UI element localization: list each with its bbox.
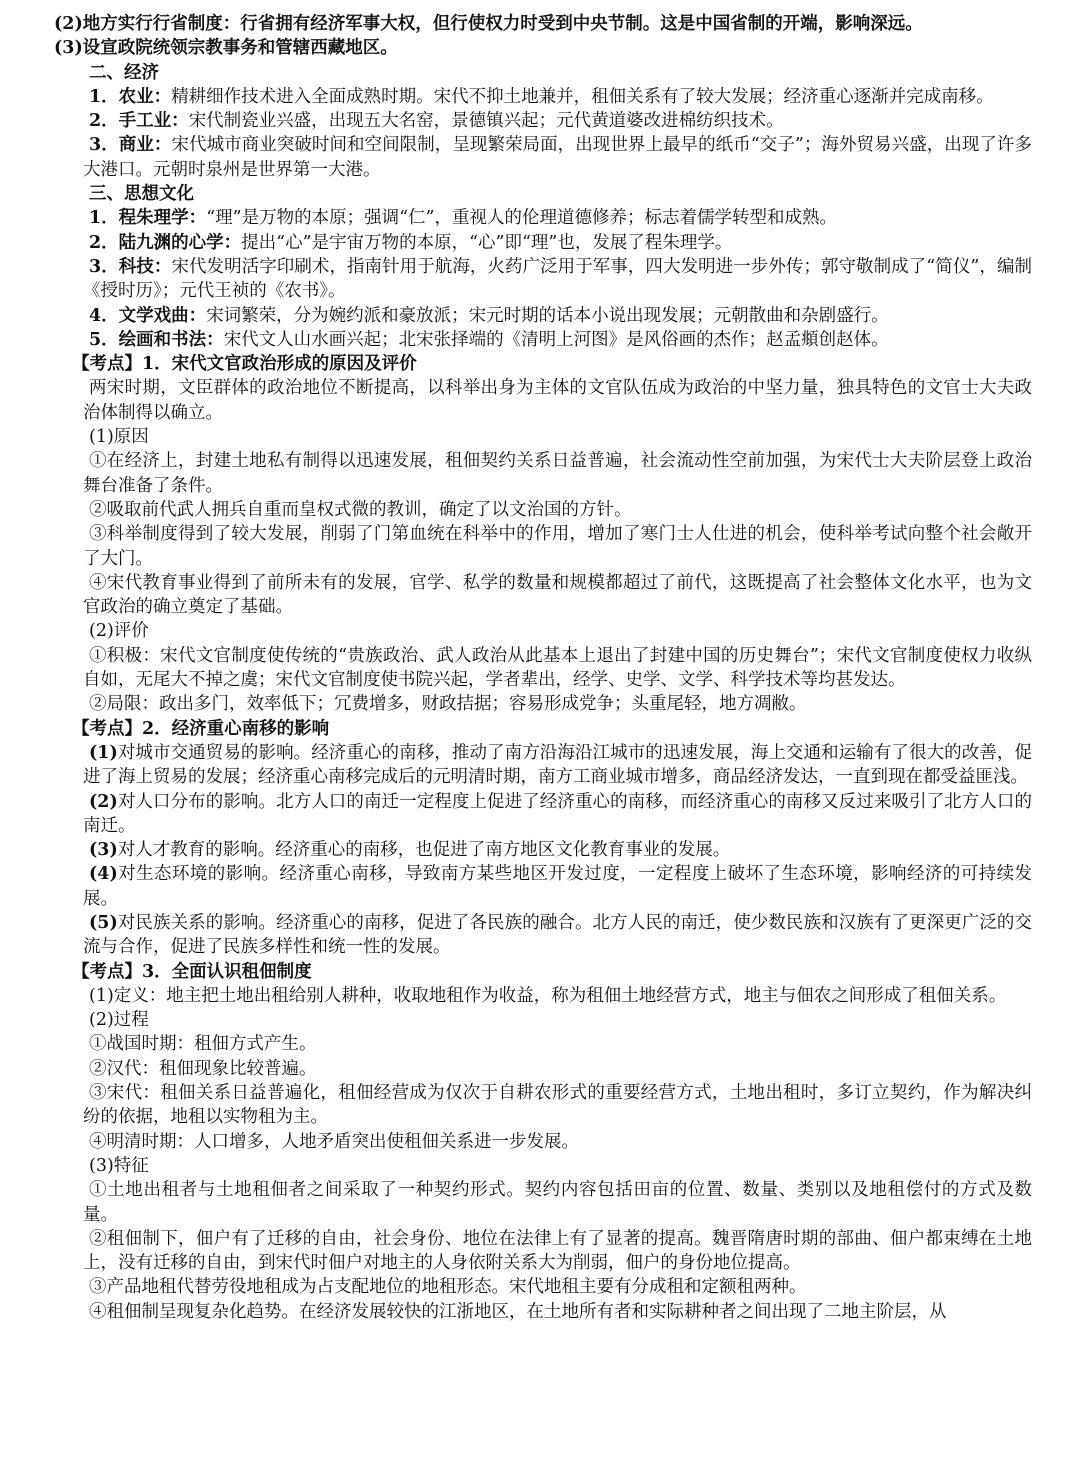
economy-item-2 bbox=[83, 109, 1032, 133]
kaodian-1-reason-3: ③科举制度得到了较大发展，削弱了门第血统在科举中的作用，增加了寒门士人仕进的机会，使科举考试向整个社会敞开了大门。 bbox=[83, 524, 1032, 569]
kaodian-2-item-4-text: 对生态环境的影响。经济重心南移，导致南方某些地区开发过度，一定程度上破坏了生态环境，影响经济的可持续发展。 bbox=[83, 864, 1032, 909]
kaodian-2-item-4 bbox=[83, 862, 1032, 911]
kaodian-1-reason-2: ②吸取前代武人拥兵自重而皇权式微的教训，确定了以文治国的方针。 bbox=[89, 499, 632, 520]
politics-point-3: (3)设宣政院统领宗教事务和管辖西藏地区。 bbox=[54, 38, 398, 59]
kaodian-3-feature-4: ④租佃制呈现复杂化趋势。在经济发展较快的江浙地区，在土地所有者和实际耕种者之间出现了二地主阶层，从 bbox=[89, 1301, 947, 1322]
culture-item-4 bbox=[83, 304, 1032, 328]
kaodian-1-eval-1: ①积极：宋代文官制度使传统的“贵族政治、武人政治从此基本上退出了封建中国的历史舞台”；宋代文官制度使权力收纵自如，无尾大不掉之虞；宋代文官制度使书院兴起，学者辈出，经学、史学、文学、科学技术等均甚发达。 bbox=[83, 645, 1032, 691]
kaodian-2-item-1-label: (1) bbox=[89, 742, 118, 763]
kaodian-1-reason-title: (1)原因 bbox=[89, 427, 149, 448]
culture-item-2 bbox=[83, 231, 1032, 255]
kaodian-2-item-1-text: 对城市交通贸易的影响。经济重心的南移，推动了南方沿海沿江城市的迅速发展，海上交通和运输有了很大的改善，促进了海上贸易的发展；经济重心南移完成后的元明清时期，南方工商业城市增多，商品经济发达，一直到现在都受益匪浅。 bbox=[83, 742, 1032, 788]
kaodian-3-heading: 【考点】3．全面认识租佃制度 bbox=[72, 961, 312, 982]
kaodian-3-process-2: ②汉代：租佃现象比较普遍。 bbox=[89, 1058, 317, 1079]
culture-item-3 bbox=[83, 255, 1032, 304]
kaodian-3-feature-1: ①土地出租者与土地租佃者之间采取了一种契约形式。契约内容包括田亩的位置、数量、类别以及地租偿付的方式及数量。 bbox=[83, 1180, 1032, 1225]
economy-item-3-label: 3．商业： bbox=[89, 135, 172, 156]
kaodian-3-process-1: ①战国时期：租佃方式产生。 bbox=[89, 1034, 317, 1055]
kaodian-2-item-3-label: (3) bbox=[89, 840, 118, 861]
economy-item-2-label: 2．手工业： bbox=[89, 111, 189, 132]
kaodian-2-item-5 bbox=[83, 911, 1032, 960]
kaodian-2-item-5-label: (5) bbox=[89, 912, 118, 933]
culture-item-5 bbox=[83, 328, 1032, 352]
economy-item-1 bbox=[83, 85, 1032, 109]
kaodian-1-eval-title: (2)评价 bbox=[89, 621, 149, 642]
culture-item-1 bbox=[83, 206, 1032, 230]
culture-item-2-text: 提出“心”是宇宙万物的本原，“心”即“理”也，发展了程朱理学。 bbox=[241, 232, 733, 253]
kaodian-1-intro: 两宋时期，文臣群体的政治地位不断提高，以科举出身为主体的文官队伍成为政治的中坚力量，独具特色的文官士大夫政治体制得以确立。 bbox=[83, 378, 1032, 423]
economy-item-2-text: 宋代制瓷业兴盛，出现五大名窑，景德镇兴起；元代黄道婆改进棉纺织技术。 bbox=[188, 111, 784, 132]
culture-heading: 三、思想文化 bbox=[89, 184, 194, 205]
culture-item-1-label: 1．程朱理学： bbox=[89, 208, 207, 229]
kaodian-2-item-1 bbox=[83, 741, 1032, 790]
economy-item-1-text: 精耕细作技术进入全面成熟时期。宋代不抑土地兼并，租佃关系有了较大发展；经济重心逐渐并完成南移。 bbox=[171, 86, 994, 107]
kaodian-2-heading: 【考点】2．经济重心南移的影响 bbox=[72, 718, 330, 739]
economy-heading: 二、经济 bbox=[89, 62, 159, 83]
kaodian-1-reason-4: ④宋代教育事业得到了前所未有的发展，官学、私学的数量和规模都超过了前代，这既提高了社会整体文化水平，也为文官政治的确立奠定了基础。 bbox=[83, 572, 1032, 618]
kaodian-3-feature-title: (3)特征 bbox=[89, 1155, 149, 1176]
culture-item-3-label: 3．科技： bbox=[89, 256, 172, 277]
culture-item-5-text: 宋代文人山水画兴起；北宋张择端的《清明上河图》是风俗画的杰作；赵孟頫创赵体。 bbox=[223, 329, 889, 350]
kaodian-1-reason-1: ①在经济上，封建土地私有制得以迅速发展，租佃契约关系日益普遍，社会流动性空前加强，为宋代士大夫阶层登上政治舞台准备了条件。 bbox=[83, 451, 1032, 496]
kaodian-2-item-5-text: 对民族关系的影响。经济重心的南移，促进了各民族的融合。北方人民的南迁，使少数民族和汉族有了更深更广泛的交流与合作，促进了民族多样性和统一性的发展。 bbox=[83, 912, 1032, 958]
kaodian-2-item-4-label: (4) bbox=[89, 864, 118, 885]
kaodian-3-process-3: ③宋代：租佃关系日益普遍化，租佃经营成为仅次于自耕农形式的重要经营方式，土地出租时，多订立契约，作为解决纠纷的依据，地租以实物租为主。 bbox=[83, 1083, 1032, 1128]
kaodian-2-item-2 bbox=[83, 790, 1032, 839]
kaodian-2-item-3-text: 对人才教育的影响。经济重心的南移，也促进了南方地区文化教育事业的发展。 bbox=[117, 840, 731, 861]
kaodian-3-process-4: ④明清时期：人口增多，人地矛盾突出使租佃关系进一步发展。 bbox=[89, 1131, 579, 1152]
culture-item-1-text: “理”是万物的本原；强调“仁”，重视人的伦理道德修养；标志着儒学转型和成熟。 bbox=[206, 208, 837, 229]
kaodian-2-item-3 bbox=[83, 838, 1032, 862]
kaodian-3-process-title: (2)过程 bbox=[89, 1010, 149, 1031]
kaodian-3-definition: (1)定义：地主把土地出租给别人耕种，收取地租作为收益，称为租佃土地经营方式，地主与佃农之间形成了租佃关系。 bbox=[89, 985, 1007, 1006]
culture-item-2-label: 2．陆九渊的心学： bbox=[89, 232, 242, 253]
economy-item-3-text: 宋代城市商业突破时间和空间限制，呈现繁荣局面，出现世界上最早的纸币“交子”；海外贸易兴盛，出现了许多大港口。元朝时泉州是世界第一大港。 bbox=[83, 135, 1032, 180]
culture-item-5-label: 5．绘画和书法： bbox=[89, 329, 224, 350]
kaodian-2-item-2-label: (2) bbox=[89, 791, 118, 812]
kaodian-1-eval-2: ②局限：政出多门，效率低下；冗费增多，财政拮据；容易形成党争；头重尾轻，地方凋敝。 bbox=[89, 694, 807, 715]
politics-point-2: (2)地方实行行省制度：行省拥有经济军事大权，但行使权力时受到中央节制。这是中国省制的开端，影响深远。 bbox=[54, 14, 923, 34]
kaodian-3-feature-2: ②租佃制下，佃户有了迁移的自由，社会身份、地位在法律上有了显著的提高。魏晋隋唐时期的部曲、佃户都束缚在土地上，没有迁移的自由，到宋代时佃户对地主的人身依附关系大为削弱，佃户的身份地位提高。 bbox=[83, 1228, 1032, 1274]
kaodian-2-item-2-text: 对人口分布的影响。北方人口的南迁一定程度上促进了经济重心的南移，而经济重心的南移又反过来吸引了北方人口的南迁。 bbox=[83, 791, 1032, 836]
economy-item-3 bbox=[83, 133, 1032, 182]
economy-item-1-label: 1．农业： bbox=[89, 86, 172, 107]
culture-item-3-text: 宋代发明活字印刷术，指南针用于航海，火药广泛用于军事，四大发明进一步外传；郭守敬制成了“简仪”，编制《授时历》；元代王祯的《农书》。 bbox=[83, 256, 1032, 302]
culture-item-4-text: 宋词繁荣，分为婉约派和豪放派；宋元时期的话本小说出现发展；元朝散曲和杂剧盛行。 bbox=[206, 305, 889, 326]
culture-item-4-label: 4．文学戏曲： bbox=[89, 305, 207, 326]
kaodian-1-heading: 【考点】1．宋代文官政治形成的原因及评价 bbox=[72, 354, 417, 375]
kaodian-3-feature-3: ③产品地租代替劳役地租成为占支配地位的地租形态。宋代地租主要有分成租和定额租两种。 bbox=[89, 1277, 807, 1298]
